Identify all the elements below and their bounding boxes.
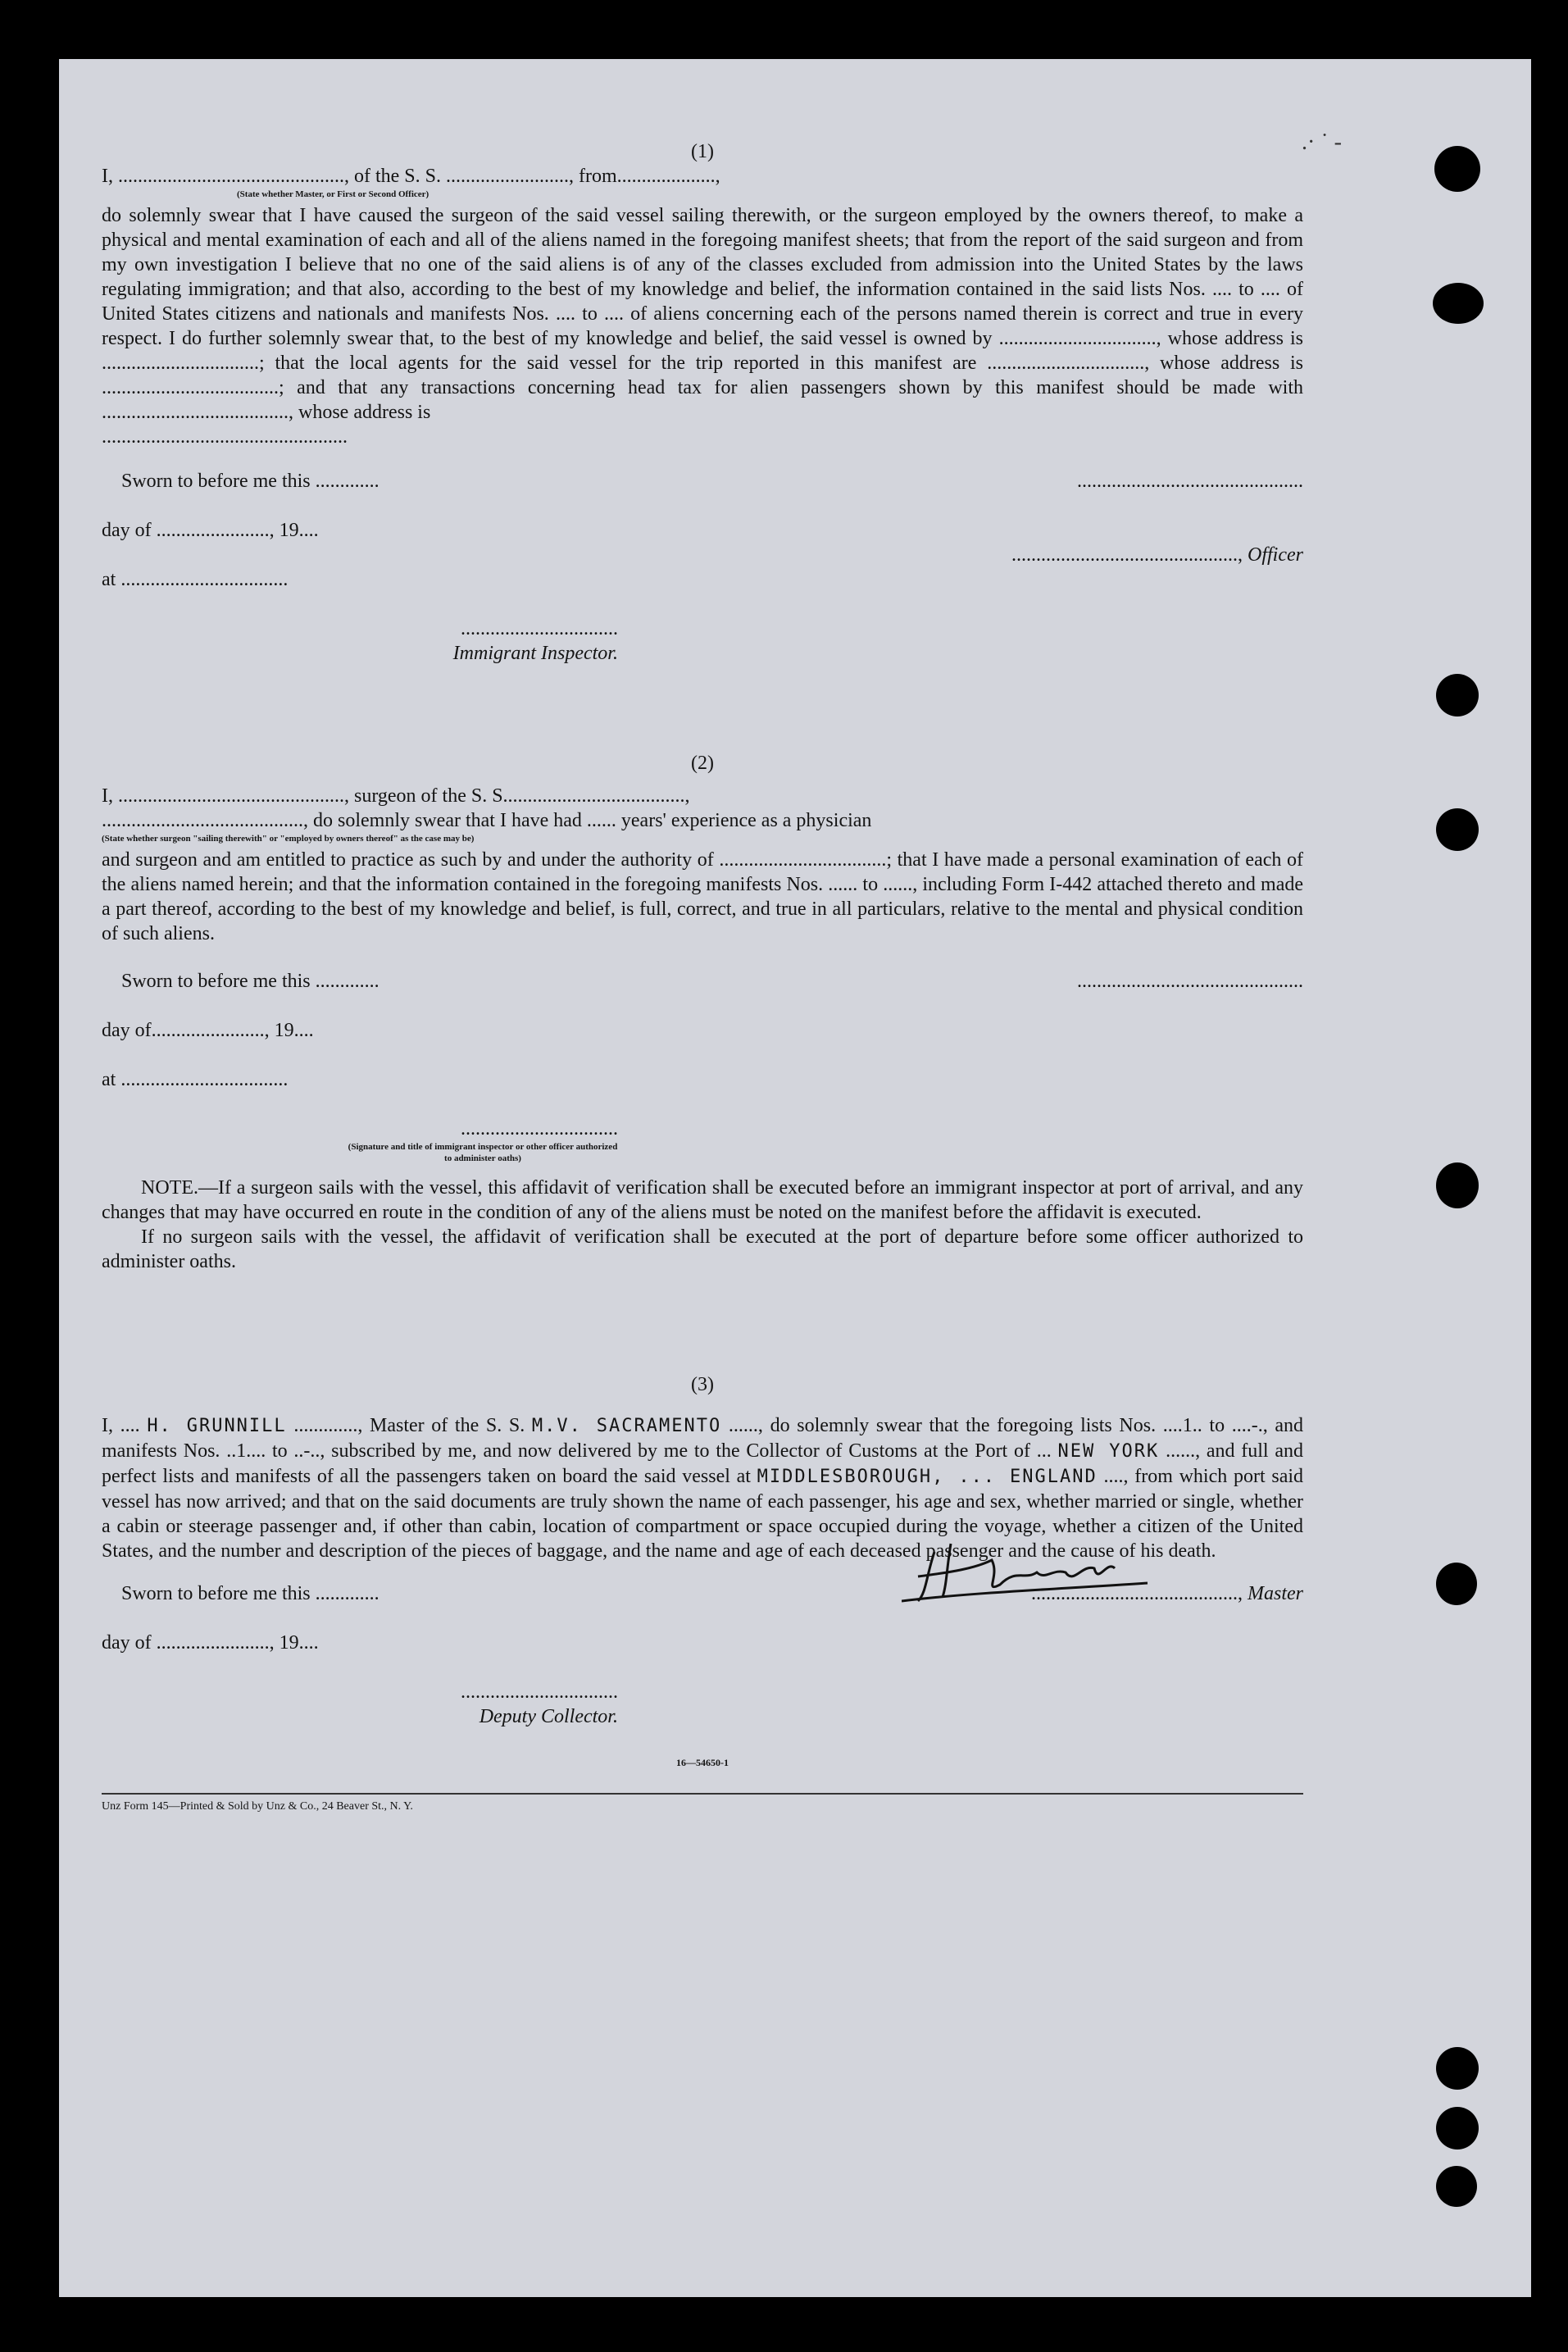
master-signature [902,1535,1164,1609]
signature-line: ................................ [461,618,618,639]
signature-line: ................................ [461,1118,618,1140]
oath-text: ......, and full and perfect lists and manifests of all the passengers taken on board the said vessel at [102,1440,1304,1487]
footer-divider [102,1793,1303,1795]
oath-line: I, .............................................., of the S. S. ........................., from...................., [102,166,720,187]
signature-line: .........................................., [1031,1583,1243,1604]
punch-hole [1434,146,1480,192]
day-line: day of......................., 19.... [102,1020,314,1041]
oath-text: ...., from which port said vessel has now arrived; and that on the said documents are truly shown the name of each passenger, his age and sex, whether married or single, whether a cabin or steerage passenger and, if other than cabin, location of compartment or space occupied during the voyage, whether a citizen of the United States, and the number and description of the pieces of baggage, and the name and age of each deceased passenger and the cause of his death. [102,1466,1304,1562]
punch-hole [1436,2107,1479,2150]
signature-line: .............................................. [1077,971,1303,992]
section-number: (1) [691,141,714,162]
ink-specks: .· ˙ - [1302,130,1342,155]
deputy-title: Deputy Collector. [479,1706,618,1727]
oath-line: ........................................., do solemnly swear that I have had ...... years' experience as a physician [102,810,872,831]
punch-hole [1436,1563,1477,1605]
day-line: day of ......................., 19.... [102,520,319,541]
affidavit-master [102,139,1303,666]
note-paragraph: If no surgeon sails with the vessel, the affidavit of verification shall be executed at the port of departure before some officer authorized to administer oaths. [102,1226,1303,1272]
signature-line: .............................................., [1011,544,1243,566]
printer-credit: Unz Form 145—Printed & Sold by Unz & Co., 24 Beaver St., N. Y. [102,1800,413,1813]
field-caption: (State whether Master, or First or Second Officer) [237,189,429,199]
field-caption: (State whether surgeon "sailing therewith" or "employed by owners thereof" as the case may be) [102,834,475,844]
signature-line: .............................................. [1077,471,1303,492]
punch-hole [1436,1162,1479,1208]
master-name: H. GRUNNILL [147,1416,287,1436]
at-line: at .................................. [102,1069,289,1090]
punch-hole [1433,283,1484,324]
affidavit-form [102,139,1303,1814]
port-name: NEW YORK [1057,1441,1160,1462]
punch-hole [1436,2047,1479,2090]
punch-hole [1436,808,1479,851]
master-title: Master [1248,1583,1303,1604]
day-line: day of ......................., 19.... [102,1632,319,1654]
section-number: (2) [691,753,714,774]
note-paragraph: NOTE.—If a surgeon sails with the vessel, this affidavit of verification shall be executed before an immigrant inspector at port of arrival, and any changes that may have occurred en route in the condition of any of the aliens must be noted on the manifest before the affidavit is executed. [102,1177,1303,1223]
affidavit-surgeon [102,751,1303,1274]
oath-body: do solemnly swear that I have caused the surgeon of the said vessel sailing therewith, or the surgeon employed by the owners thereof, to make a physical and mental examination of each and all of the aliens named in the foregoing manifest sheets; that from the report of the said surgeon and from my own investigation I believe that no one of the said aliens is of any of the classes excluded from admission into the United States by the laws regulating immigration; and that also, according to the best of my knowledge and belief, the information contained in the said lists Nos. .... to .... of United States citizens and nationals and manifests Nos. .... to .... of aliens concerning each of the persons named therein is correct and true in every respect. I do further solemnly swear that, to the best of my knowledge and belief, the said vessel is owned by ................................, whose address is ................................; that the local agents for the said vessel for the trip reported in this manifest are ................................, whose address is ....................................; and that any transactions concerning head tax for alien passengers shown by this manifest should be made with ......................................, whose address is [102,205,1303,423]
oath-text: ......, do solemnly [728,1415,870,1436]
signature-caption: (Signature and title of immigrant inspector or other officer authorized to administer oaths) [348,1142,618,1163]
punch-hole [1436,2166,1477,2207]
section-number: (3) [691,1374,714,1395]
form-number: 16—54650-1 [676,1757,729,1768]
oath-body: and surgeon and am entitled to practice as such by and under the authority of ..................................; that I have made a personal examination of each of the aliens named herein; and that the information contained in the foregoing manifests Nos. ...... to ......, including Form I-442 attached thereto and made a part thereof, according to the best of my knowledge and belief, is full, correct, and true in all particulars, relative to the mental and physical condition of such aliens. [102,849,1303,944]
sworn-line: Sworn to before me this ............. [121,1583,380,1604]
punch-hole [1436,674,1479,717]
at-line: at .................................. [102,569,289,590]
departure-port: MIDDLESBOROUGH, ... ENGLAND [757,1467,1098,1487]
inspector-title: Immigrant Inspector. [452,643,618,664]
oath-text: ............., Master of the S. S. [293,1415,525,1436]
signature-line: ................................ [461,1681,618,1703]
affidavit-collector [102,1372,1303,1814]
vessel-name: M.V. SACRAMENTO [531,1416,722,1436]
oath-line: .................................................. [102,426,348,448]
oath-line: I, .............................................., surgeon of the S. S....................................., [102,785,690,807]
sworn-line: Sworn to before me this ............. [121,971,380,992]
officer-title: Officer [1248,544,1303,566]
oath-text: swear that the foregoing lists Nos. ....1.. to ....-., and manifests Nos. ..1.... to ..-.., subscribed by me, and now delivered by me to the Collector of Customs at the Port of ... [102,1415,1304,1462]
oath-text: I, .... [102,1415,140,1436]
sworn-line: Sworn to before me this ............. [121,471,380,492]
